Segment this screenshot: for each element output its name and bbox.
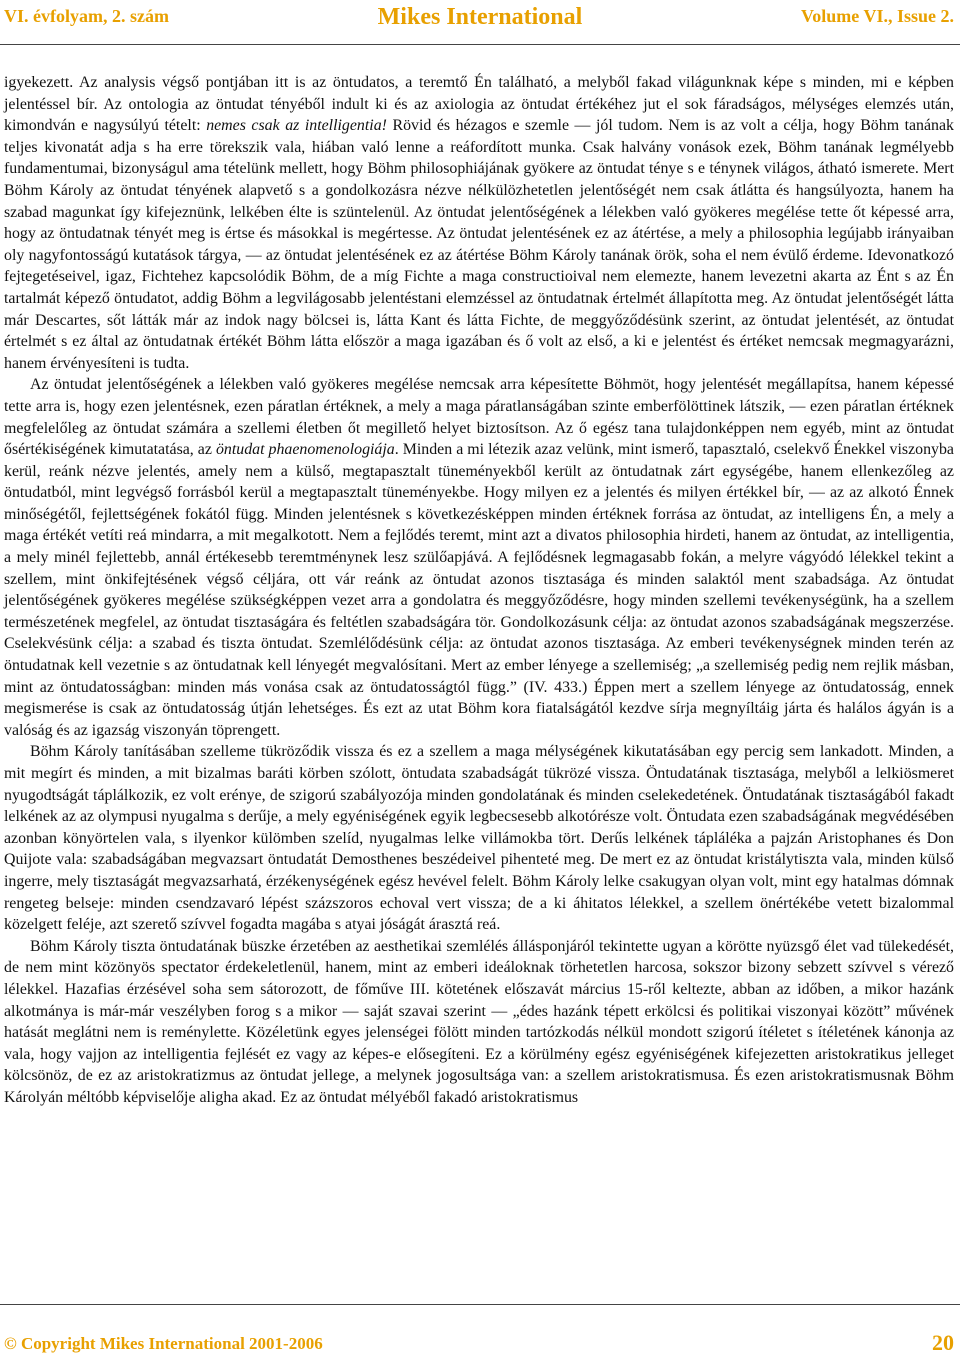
paragraph-2-text-b: . Minden a mi létezik azaz velünk, mint ismerő, tapasztaló, cselekvő Énekkel viszonyba kerül, reánk nézve jelentés, amely nem a külső, megtapasztalt tüneményekből került az öntudatnak zárt egységébe, hanem ellenkezőleg az öntudatból, mint legvégső forrásból kerül a megtapasztalt tüneményekbe. Hogy milyen ez a jelentés és milyen értékkel bír, — az az alkotó Énnek minőségétől, fejlettségének fokától függ. Minden jelentésnek s következésképpen minden értéknek forrása az öntudat, az intelligens Én, a mely a maga értékét vetíti reá mindarra, a mit megalkotott. Nem a fejlődés teremt, mint azt a divatos philosophia hirdeti, hanem az öntudat, az intelligentia, a mely minél fejlettebb, annál értékesebb teremtménynek lesz szülőapjává. A fejlődésnek legmagasabb fokán, a melyre vágyódó lélekkel tekint a szellem, mint önkifejtésének végső céljára, ott vár reánk az öntudat azonos tisztasága és minden salaktól ment szabadsága. Az öntudat jelentőségének gyökeres megélése szükségképpen vezet arra a gondolatra és meggyőződésre, hogy minden szellemi tevékenységünk, ha a szellem természetének megfelel, az öntudat tisztaságára és feltétlen szabadságára tör. Gondolkozásunk célja: az öntudat azonos szabadságának megszerzése. Cselekvésünk célja: a szabad és tiszta öntudat. Szemlélődésünk célja: az öntudat azonos tisztasága. Az emberi tevékenységnek minden terén az öntudatnak kell vezetnie s az öntudatnak kell lényegét megvalósítani. Mert az ember lényege a szellemiség; „a szellemiség pedig nem rejlik másban, mint az öntudatosságban: minden más vonása csak az öntudatosságtól függ.” (IV. 433.) Éppen mert a szellem lényege az öntudatosság, ennek megismerése is csak az öntudatosság útján lehetséges. És ezt az utat Böhm kora fiatalságától kezdve sírja megnyíltáig járta és halálos ágyán is a valóság és az igazság viszonyán töprengett. <box>4 441 954 739</box>
page-header <box>0 4 960 40</box>
volume-hungarian: VI. évfolyam, 2. szám <box>4 6 169 26</box>
volume-english: Volume VI., Issue 2. <box>800 6 954 26</box>
header-divider <box>0 44 960 45</box>
paragraph-2 <box>4 374 954 741</box>
article-body <box>4 72 954 1109</box>
paragraph-1-emphasis: nemes csak az intelligentia! <box>206 117 387 135</box>
paragraph-4: Böhm Károly tiszta öntudatának büszke érzetében az aesthetikai szemlélés állásponjáról tekintette ugyan a körötte nyüzsgő élet vad tülekedését, de nem mint közönyös spectator érdekeletlenül, hanem, mint az emberi ideáloknak törhetetlen harcosa, sokszor bizony sebzett szívvel s vérező lélekkel. Hazafias érzésével soha sem sátorozott, de főműve III. kötetének előszavát március 15-ről keltezte, abban az időben, a mikor hazánk alkotmánya is már-már veszélyben forog s a mikor — saját szavai szerint — „édes hazánk tépett erkölcsi és politikai viszonyai között” művének hatását meglátni nem is reménylette. Közéletünk egyes jelenségei fölött minden tartózkodás nélkül mondott szigorú ítéletet s ítéletének kánonja az vala, hogy vajjon az intelligentia fejlését ez vagy az képes-e elősegíteni. Ez a körülmény egész egyéniségének kifejezetten aristokratikus jelleget kölcsönöz, de ez az aristokratizmus az öntudat jellege, a melynek jogosultsága van: a szellem aristokratismusa. És ezen aristokratismusnak Böhm Károlyán méltóbb képviselője aligha akad. Ez az öntudat mélyéből fakadó aristokratismus <box>4 937 954 1106</box>
copyright-notice: © Copyright Mikes International 2001-2006 <box>4 1334 323 1353</box>
paragraph-1-text-a: igyekezett. Az analysis végső pontjában itt is az öntudatos, a teremtő Én található, a melyből fakad világunknak képe s minden, mi e képben jelentéssel bír. Az ontologia az öntudat tényéből indult ki és az axiologia az öntudat értékéhez jut el sok fáradságos, mélységes elemzés után, kimondván e nagysúlyú tételt: <box>4 74 954 135</box>
paragraph-1 <box>4 72 954 374</box>
paragraph-1-text-b: Rövid és hézagos e szemle — jól tudom. Nem is az volt a célja, hogy Böhm tanának teljes kivonatát adja s ha erre törekszik vala, hiában való lenne a reáfordított munka. Csak halvány vonások ezek, Böhm tanának legmélyebb fundamentumai, bizonyságul ama tételünk mellett, hogy Böhm philosophiájának gyökere az öntudat ténye s e ténynek világos, átható ismerete. Mert Böhm Károly az öntudat tényének alapvető s a gondolkozásra nézve nélkülözhetetlen jelentőségét nem csak átlátta és hangsúlyozta, hanem ha szabad magunkat így kifejeznünk, lelkében élte is szüntelenül. Az öntudat jelentőségének a lélekben való gyökeres megélése tette őt képessé arra, hogy az öntudatnak tényét meg is értse és másokkal is megértesse. Az öntudat jelentésének ez az átértése, a mely a philosophia legújabb irányaiban oly nagyfontosságú kutatások tárgya, — az öntudat jelentésének ez az átértése Böhm Károly tanának örök, soha el nem évülő érdeme. Idevonatkozó fejtegetéseivel, igaz, Fichtehez kapcsolódik Böhm, de a míg Fichte a maga constructioival nem elemezte, hanem levezetni akarta az Ént s az Én tartalmát képező öntudatot, addig Böhm a legvilágosabb jelentéstani elemzéssel az öntudatnak értelmét állapította meg. Az öntudat jelentőségét látta már Descartes, sőt látták már az indok nagy bölcsei is, látta Kant és látta Fichte, de meggyőződésünk szerint, az öntudat jelentését, az öntudat értelmét s ez által az öntudatnak értékét Böhm látta először a maga igazában és ő volt az első, a ki e jelentést és értéket nemcsak megmagyarázni, hanem érvényesíteni is tudta. <box>4 117 955 372</box>
footer-divider <box>0 1304 960 1305</box>
journal-title: Mikes International <box>377 4 583 30</box>
page-number: 20 <box>932 1330 954 1355</box>
paragraph-2-emphasis: öntudat phaenomenologiája <box>215 441 395 459</box>
paragraph-3: Böhm Károly tanításában szelleme tükröződik vissza és ez a szellem a maga mélységének kikutatásában egy percig sem lankadott. Minden, a mit megírt és minden, a mit bizalmas baráti körben szólott, öntudata szabadságát tükrözé vissza. Öntudatának tisztasága, melyből a lelkiösmeret nyugodtságát táplálkozik, ez volt erénye, de szigorú szabályozója minden gondolatának és minden cselekedetének. Öntudatának tisztaságából fakadt lelkének az az olympusi nyugalma s derűje, a mely egyéniségének egyik legbecsesebb alkotórésze volt. Öntudata ezen szabadságának megvédésében azonban könyörtelen vala, s ilyenkor külömben szelíd, nyugalmas lelke villámokba tört. Derűs lelkének tápláléka a pajzán Aristophanes és Don Quijote vala: szabadságában megvazsart öntudatát Demosthenes beszédeivel pihenteté meg. De mert ez az öntudat kristálytiszta vala, minden külső ingerre, mely tisztaságát megvazsarhatá, érzékenységének egész hevével felelt. Böhm Károly lelke csakugyan olyan volt, mint egy hatalmas dómnak rengeteg belseje: minden csendzavaró lépést százszoros echoval vert vissza; de a ki áhitatos lélekkel, a szellem önértékébe vetett bizalommal közelgett feléje, azt szerető szívvel fogadta magába s atyai jóságát árasztá reá. <box>4 743 954 934</box>
paragraph-2-text-a: Az öntudat jelentőségének a lélekben való gyökeres megélése nemcsak arra képesítette Böhmöt, hogy jelentését megállapítsa, hanem képessé tette arra is, hogy ezen jelentésnek, ezen páratlan értéknek, a mely a maga páratlanságában szinte emberfölöttinek látszik, — ezen páratlan értéknek megfelelőleg az öntudat számára a szellemi életben őt megillető helyet biztosítson. Az ő egész tana tulajdonképpen nem egyéb, mint az öntudat ősértékiségének kimutatatása, az <box>4 376 954 459</box>
